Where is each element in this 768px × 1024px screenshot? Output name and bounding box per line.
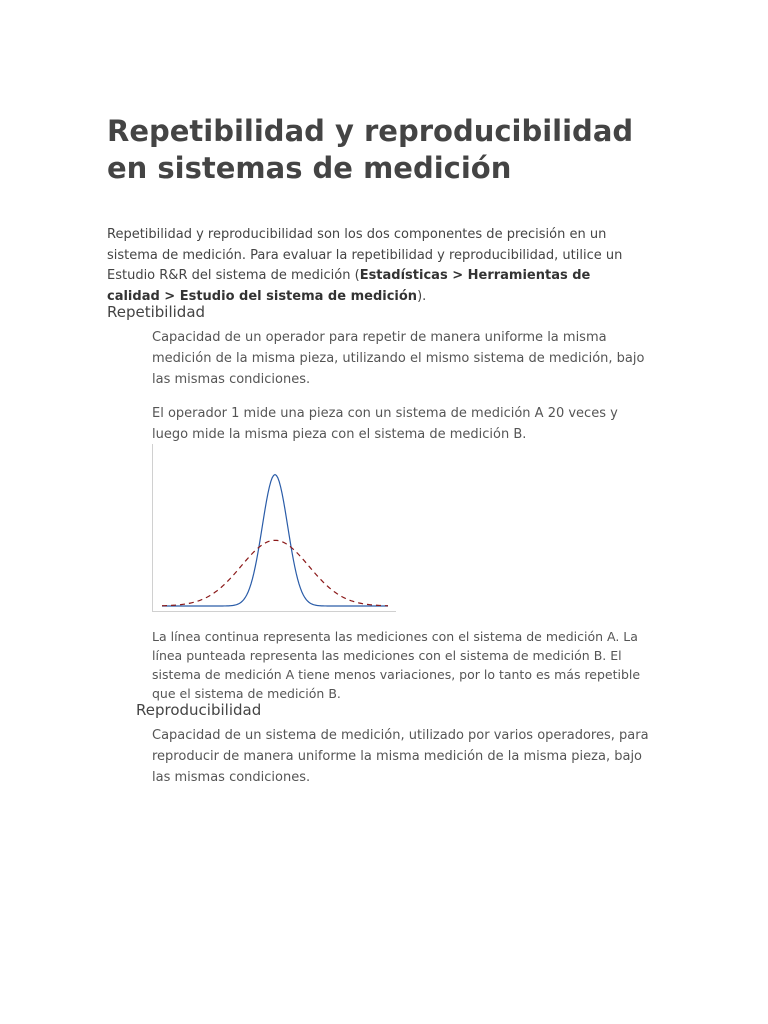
reproducibilidad-definition: Capacidad de un sistema de medición, utilizado por varios operadores, para reproducir de manera uniforme la misma medición de la misma pieza, bajo las mismas condiciones.: [152, 728, 649, 785]
series-b-dashed-line: [162, 540, 388, 605]
chart-caption: La línea continua representa las mediciones con el sistema de medición A. La línea punteada representa las mediciones con el sistema de medición B. El sistema de medición A tiene menos variaciones, por lo tanto es más repetible que el sistema de medición B.: [152, 629, 641, 701]
menu-path: Estadísticas > Herramientas de calidad > Estudio del sistema de medición: [107, 268, 591, 304]
repetibilidad-example: El operador 1 mide una pieza con un sistema de medición A 20 veces y luego mide la misma pieza con el sistema de medición B.: [152, 406, 618, 442]
distribution-chart-svg: [152, 444, 396, 612]
page-title: Repetibilidad y reproducibilidad en sistemas de medición: [107, 114, 634, 185]
distribution-chart: [152, 444, 396, 612]
intro-text-end: ).: [417, 288, 427, 304]
intro-paragraph: [107, 225, 647, 307]
heading-reproducibilidad: Reproducibilidad: [136, 701, 262, 719]
heading-repetibilidad: Repetibilidad: [107, 303, 206, 321]
repetibilidad-definition: Capacidad de un operador para repetir de manera uniforme la misma medición de la misma pieza, utilizando el mismo sistema de medición, bajo las mismas condiciones.: [152, 330, 645, 387]
intro-text-start: Repetibilidad y reproducibilidad son los dos componentes de precisión en un sistema de medición. Para evaluar la repetibilidad y reproducibilidad, utilice un Estudio R&R del sistema de medición (: [107, 227, 623, 283]
